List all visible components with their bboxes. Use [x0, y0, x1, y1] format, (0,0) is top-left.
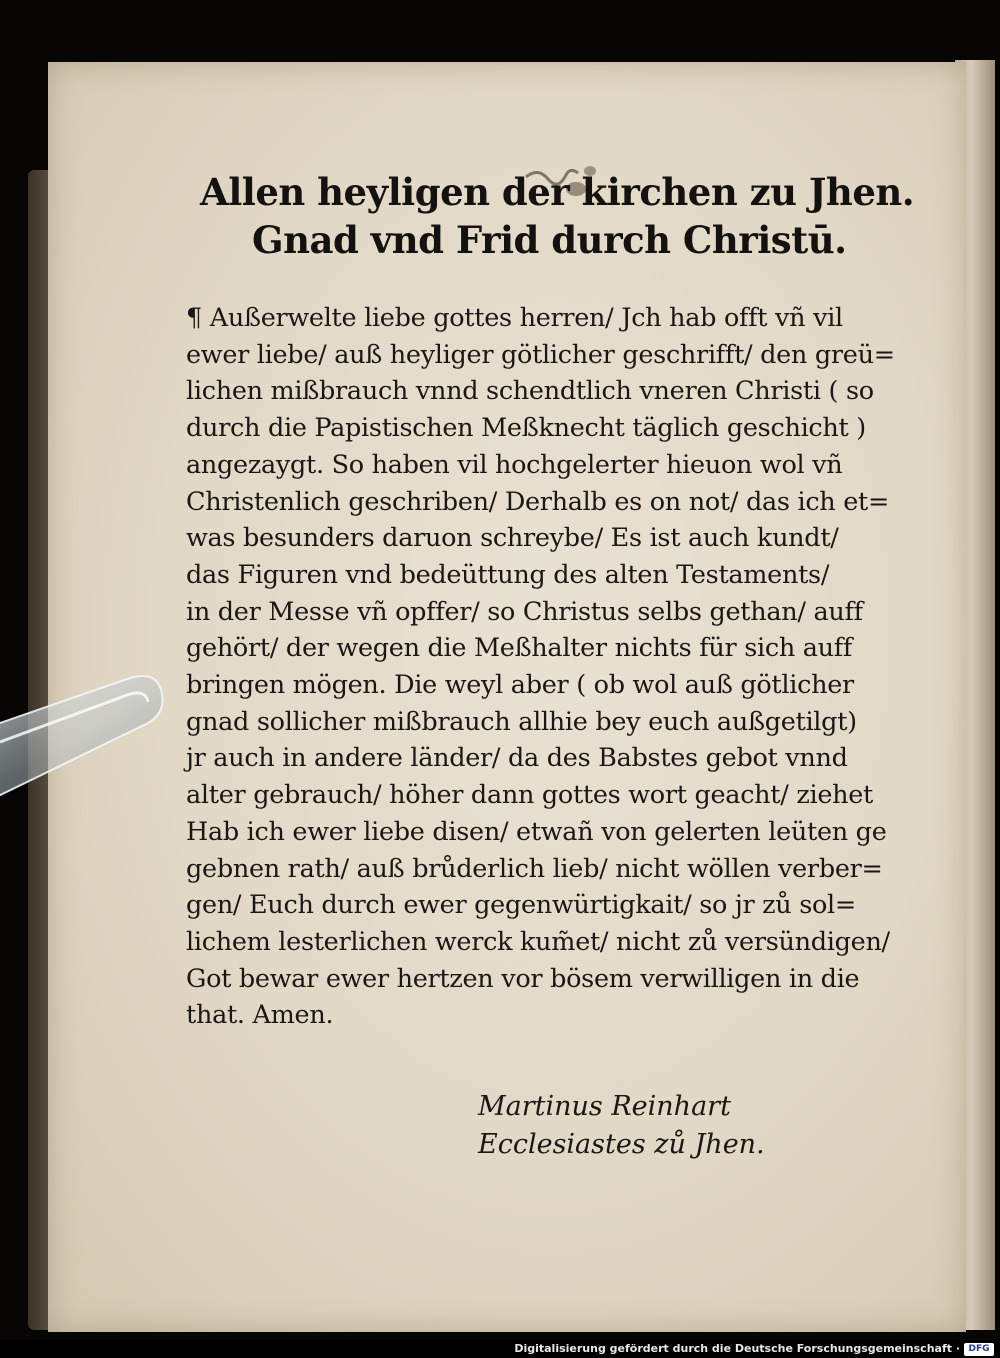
text-line: alter gebrauch/ höher dann gottes wort geacht/ ziehet	[186, 780, 873, 811]
text-line: ¶ Außerwelte liebe gottes herren/ Jch hab offt vñ vil	[186, 303, 843, 333]
footer-bar	[0, 1340, 1000, 1358]
dfg-logo: DFG	[964, 1343, 994, 1356]
text-line: that. Amen.	[186, 1000, 334, 1031]
text-line: lichem lesterlichen werck kum̃et/ nicht zů versündigen/	[186, 926, 890, 957]
text-line: ewer liebe/ auß heyliger götlicher geschrifft/ den greü=	[186, 339, 895, 370]
page-heading	[200, 168, 915, 264]
text-line: Hab ich ewer liebe disen/ etwañ von gelerten leüten ge	[186, 816, 887, 847]
text-line: Christenlich geschriben/ Derhalb es on not/ das ich et=	[186, 486, 890, 517]
text-line: gen/ Euch durch ewer gegenwürtigkait/ so jr zů sol=	[186, 890, 856, 921]
heading-line: Allen heyligen der kirchen zu Jhen.	[200, 170, 915, 214]
glass-page-weight	[0, 660, 220, 830]
heading-line: Gnad vnd Frid durch Christū.	[252, 218, 847, 262]
body-text	[186, 300, 906, 1034]
text-line: angezaygt. So haben vil hochgelerter hieuon wol vñ	[186, 449, 843, 480]
text-line: durch die Papistischen Meßknecht täglich geschicht )	[186, 413, 866, 444]
signature-block	[478, 1088, 765, 1164]
text-line: das Figuren vnd bedeüttung des alten Testaments/	[186, 559, 830, 590]
signature-line: Ecclesiastes zů Jhen.	[478, 1129, 765, 1160]
text-line: gehört/ der wegen die Meßhalter nichts für sich auff	[186, 633, 853, 664]
funding-credit: Digitalisierung gefördert durch die Deutsche Forschungsgemeinschaft ·	[514, 1342, 960, 1355]
text-line: jr auch in andere länder/ da des Babstes gebot vnnd	[186, 743, 848, 774]
text-line: gebnen rath/ auß brůderlich lieb/ nicht wöllen verber=	[186, 853, 883, 884]
text-line: bringen mögen. Die weyl aber ( ob wol auß götlicher	[186, 670, 854, 701]
text-line: gnad sollicher mißbrauch allhie bey euch außgetilgt)	[186, 706, 857, 737]
signature-line: Martinus Reinhart	[478, 1091, 731, 1122]
text-line: Got bewar ewer hertzen vor bösem verwilligen in die	[186, 963, 860, 994]
text-line: was besunders daruon schreybe/ Es ist auch kundt/	[186, 523, 839, 554]
text-line: in der Messe vñ opffer/ so Christus selbs gethan/ auff	[186, 596, 863, 627]
text-line: lichen mißbrauch vnnd schendtlich vneren Christi ( so	[186, 376, 874, 407]
